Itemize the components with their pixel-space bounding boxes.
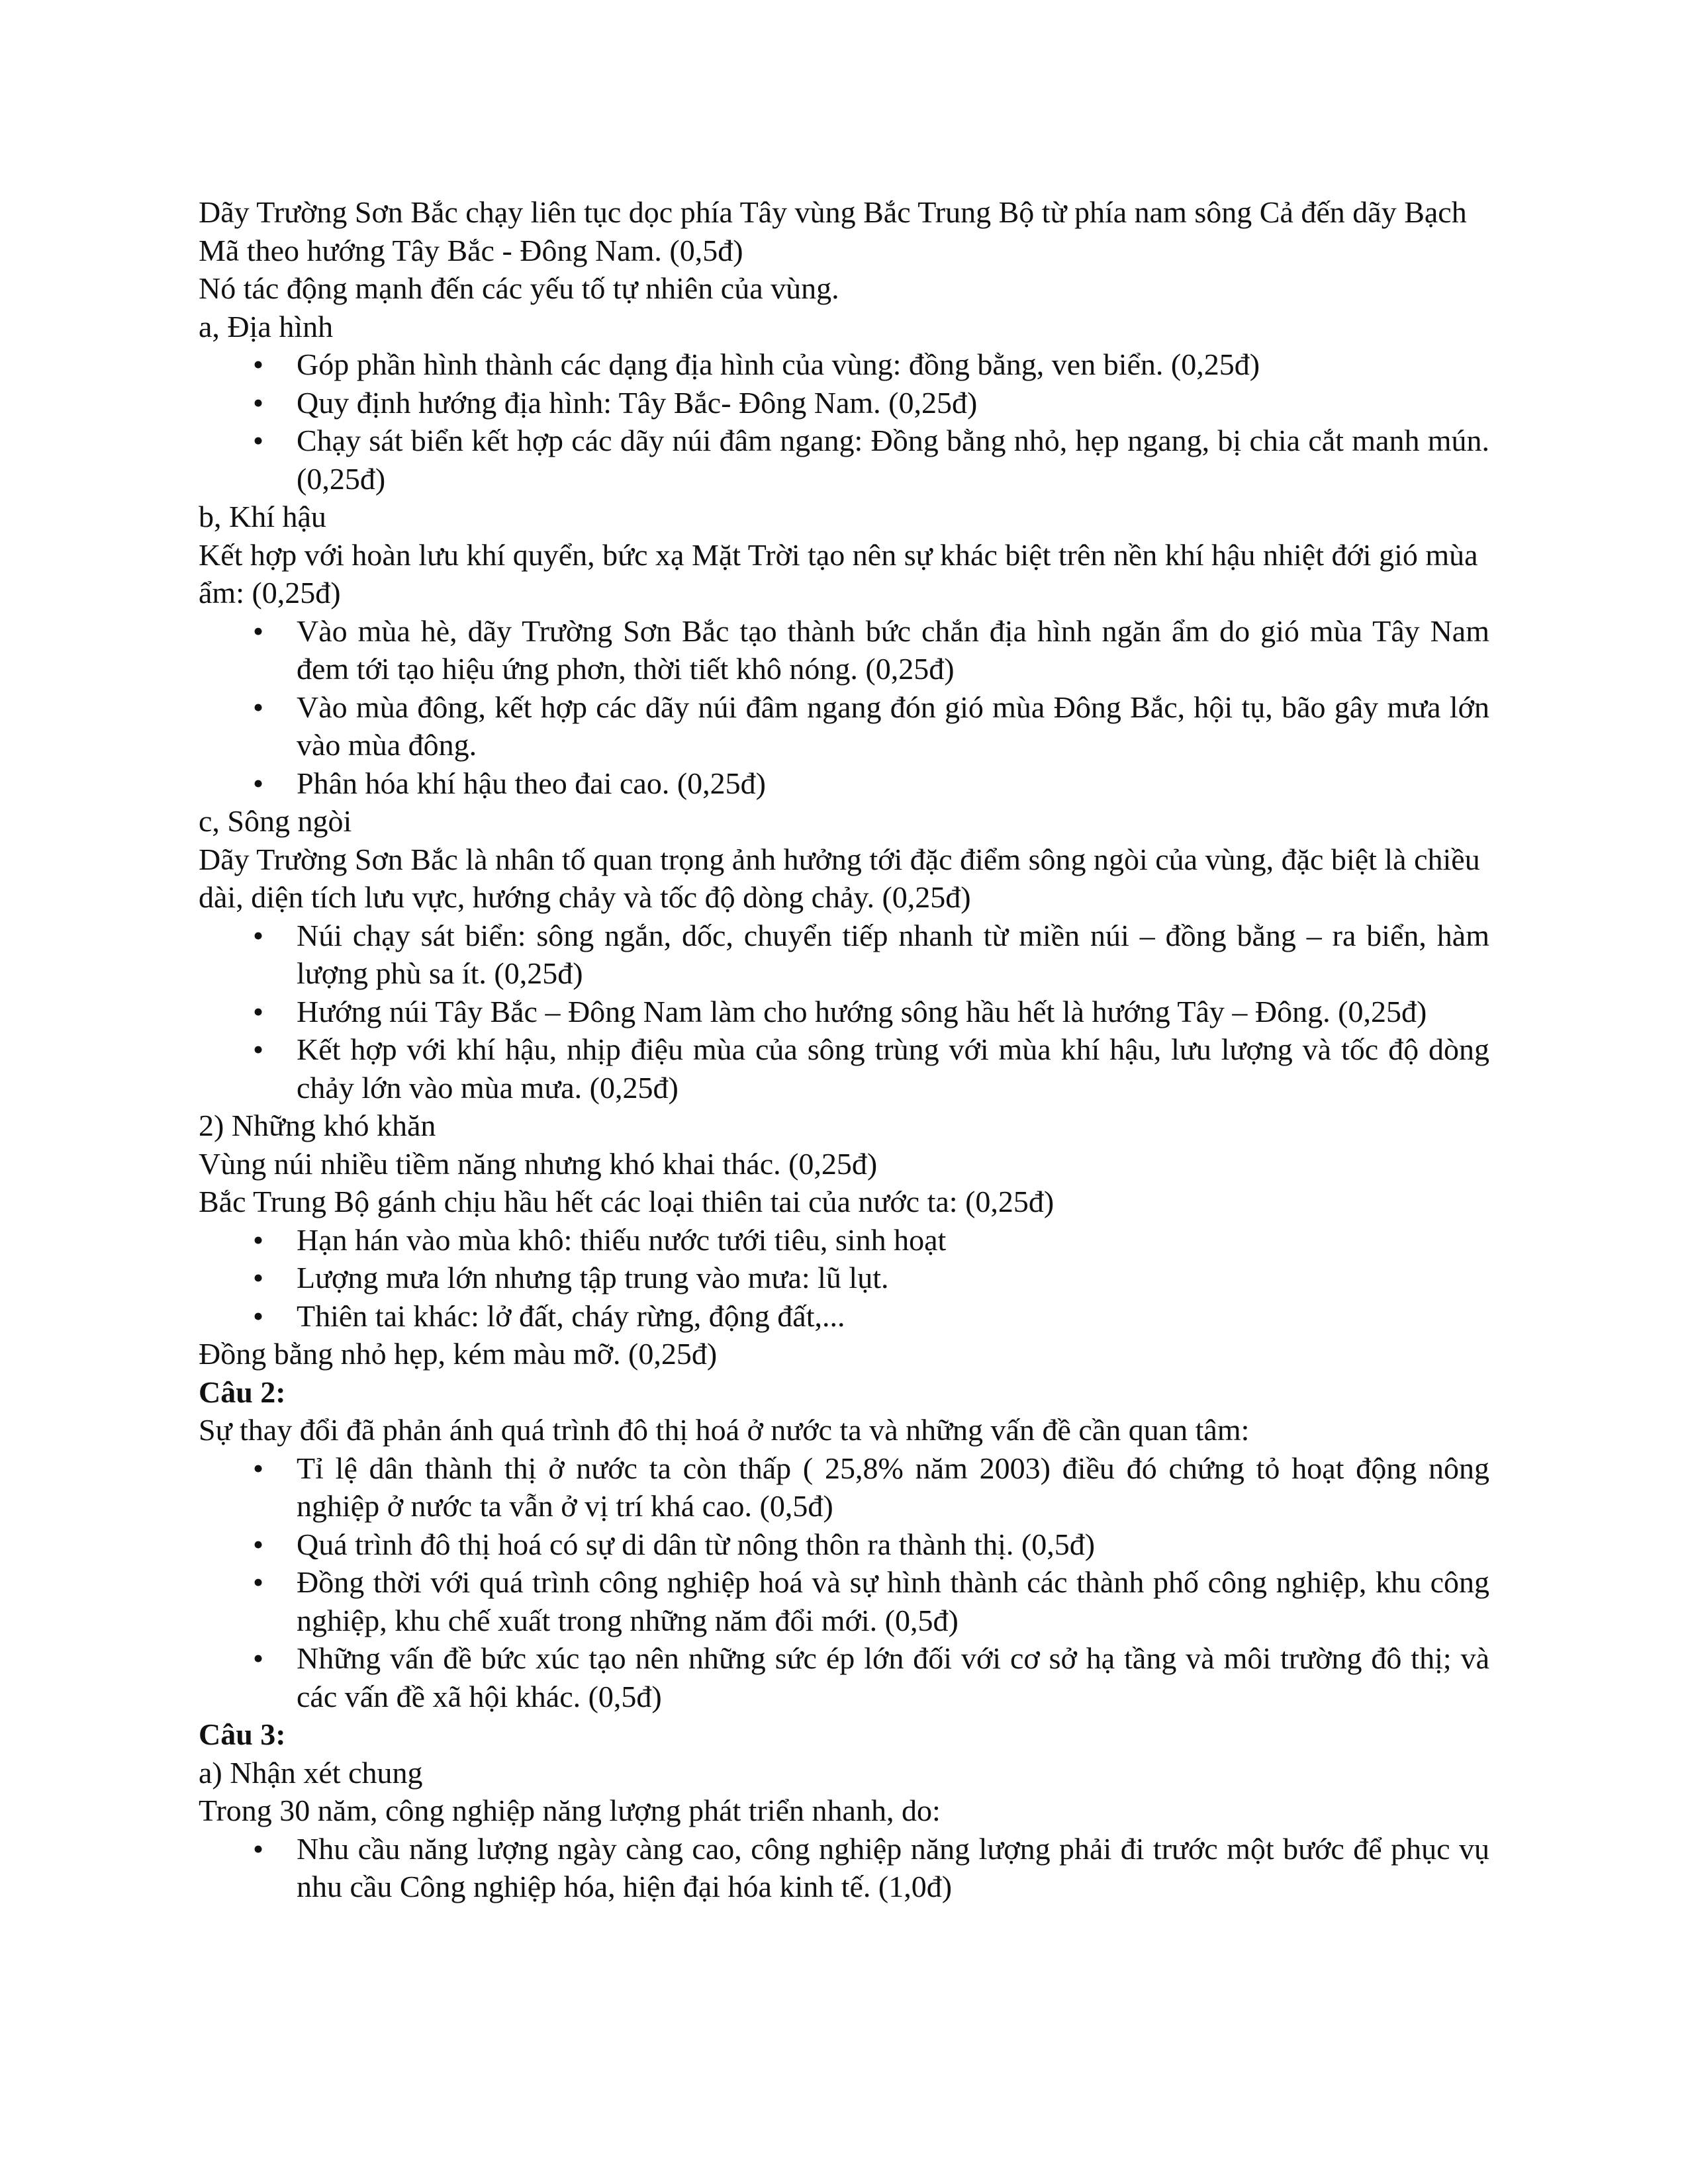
list-item xyxy=(199,764,1489,803)
list-item xyxy=(199,422,1489,498)
list-item xyxy=(199,384,1489,422)
list-item xyxy=(199,345,1489,384)
paragraph: Kết hợp với hoàn lưu khí quyển, bức xạ Mặt Trời tạo nên sự khác biệt trên nền khí hậu nhiệt đới gió mùa ẩm: (0,25đ) xyxy=(199,537,1478,610)
list-item-text: Quy định hướng địa hình: Tây Bắc- Đông Nam. (0,25đ) xyxy=(297,385,978,420)
list-item xyxy=(199,688,1489,764)
list-item-text: Tỉ lệ dân thành thị ở nước ta còn thấp ( 25,8% năm 2003) điều đó chứng tỏ hoạt động nông nghiệp ở nước ta vẫn ở vị trí khá cao. (0,5đ) xyxy=(297,1451,1489,1523)
list-item xyxy=(199,917,1489,993)
bullet-icon: • xyxy=(252,1451,264,1485)
paragraph: a, Địa hình xyxy=(199,309,334,343)
list-item-text: Hướng núi Tây Bắc – Đông Nam làm cho hướng sông hầu hết là hướng Tây – Đông. (0,25đ) xyxy=(297,994,1427,1028)
list-item xyxy=(199,993,1489,1031)
bullet-icon: • xyxy=(252,1298,264,1333)
paragraph: 2) Những khó khăn xyxy=(199,1109,436,1142)
bullet-icon: • xyxy=(252,1527,264,1561)
bullet-icon: • xyxy=(252,690,264,724)
bullet-list xyxy=(199,917,1489,1107)
bullet-icon: • xyxy=(252,1032,264,1066)
list-item xyxy=(199,1297,1489,1336)
bullet-icon: • xyxy=(252,614,264,648)
list-item xyxy=(199,1259,1489,1297)
list-item xyxy=(199,1030,1489,1107)
list-item xyxy=(199,1525,1489,1564)
paragraph: c, Sông ngòi xyxy=(199,804,352,838)
list-item-text: Phân hóa khí hậu theo đai cao. (0,25đ) xyxy=(297,766,766,800)
list-item xyxy=(199,1830,1489,1906)
paragraph: Nó tác động mạnh đến các yếu tố tự nhiên của vùng. xyxy=(199,271,839,305)
list-item xyxy=(199,1449,1489,1525)
bullet-list xyxy=(199,1221,1489,1336)
paragraph: Bắc Trung Bộ gánh chịu hầu hết các loại thiên tai của nước ta: (0,25đ) xyxy=(199,1185,1055,1218)
bullet-icon: • xyxy=(252,1831,264,1866)
bullet-icon: • xyxy=(252,994,264,1028)
paragraph: Sự thay đổi đã phản ánh quá trình đô thị hoá ở nước ta và những vấn đề cần quan tâm: xyxy=(199,1413,1250,1447)
list-item-text: Lượng mưa lớn nhưng tập trung vào mưa: lũ lụt. xyxy=(297,1261,889,1295)
paragraph: Dãy Trường Sơn Bắc chạy liên tục dọc phía Tây vùng Bắc Trung Bộ từ phía nam sông Cả đến dãy Bạch Mã theo hướng Tây Bắc - Đông Nam. (0,5đ) xyxy=(199,195,1467,267)
list-item-text: Vào mùa đông, kết hợp các dãy núi đâm ngang đón gió mùa Đông Bắc, hội tụ, bão gây mưa lớn vào mùa đông. xyxy=(297,690,1489,762)
section-heading: Câu 3: xyxy=(199,1717,286,1751)
list-item-text: Núi chạy sát biển: sông ngắn, dốc, chuyển tiếp nhanh từ miền núi – đồng bằng – ra biển, hàm lượng phù sa ít. (0,25đ) xyxy=(297,918,1489,990)
bullet-icon: • xyxy=(252,1222,264,1257)
paragraph: Đồng bằng nhỏ hẹp, kém màu mỡ. (0,25đ) xyxy=(199,1337,718,1371)
list-item xyxy=(199,612,1489,688)
paragraph: a) Nhận xét chung xyxy=(199,1755,423,1790)
bullet-list xyxy=(199,345,1489,498)
paragraph: b, Khí hậu xyxy=(199,500,326,533)
bullet-icon: • xyxy=(252,347,264,381)
list-item xyxy=(199,1221,1489,1259)
list-item xyxy=(199,1639,1489,1715)
paragraph: Dãy Trường Sơn Bắc là nhân tố quan trọng ảnh hưởng tới đặc điểm sông ngòi của vùng, đặc biệt là chiều dài, diện tích lưu vực, hướng chảy và tốc độ dòng chảy. (0,25đ) xyxy=(199,842,1480,914)
list-item-text: Thiên tai khác: lở đất, cháy rừng, động đất,... xyxy=(297,1298,845,1333)
bullet-icon: • xyxy=(252,766,264,800)
paragraph: Vùng núi nhiều tiềm năng nhưng khó khai thác. (0,25đ) xyxy=(199,1146,878,1181)
paragraph: Trong 30 năm, công nghiệp năng lượng phát triển nhanh, do: xyxy=(199,1794,941,1827)
list-item-text: Kết hợp với khí hậu, nhịp điệu mùa của sông trùng với mùa khí hậu, lưu lượng và tốc độ dòng chảy lớn vào mùa mưa. (0,25đ) xyxy=(297,1032,1489,1105)
bullet-icon: • xyxy=(252,385,264,420)
bullet-icon: • xyxy=(252,424,264,457)
list-item-text: Quá trình đô thị hoá có sự di dân từ nông thôn ra thành thị. (0,5đ) xyxy=(297,1527,1096,1561)
document-body xyxy=(199,193,1489,1906)
bullet-icon: • xyxy=(252,1261,264,1295)
list-item-text: Nhu cầu năng lượng ngày càng cao, công nghiệp năng lượng phải đi trước một bước để phục vụ nhu cầu Công nghiệp hóa, hiện đại hóa kinh tế. (1,0đ) xyxy=(297,1831,1489,1903)
list-item-text: Đồng thời với quá trình công nghiệp hoá và sự hình thành các thành phố công nghiệp, khu công nghiệp, khu chế xuất trong những năm đổi mới. (0,5đ) xyxy=(297,1565,1489,1637)
bullet-list xyxy=(199,612,1489,803)
bullet-icon: • xyxy=(252,1565,264,1599)
list-item-text: Những vấn đề bức xúc tạo nên những sức ép lớn đối với cơ sở hạ tầng và môi trường đô thị; và các vấn đề xã hội khác. (0,5đ) xyxy=(297,1641,1489,1713)
list-item-text: Chạy sát biển kết hợp các dãy núi đâm ngang: Đồng bằng nhỏ, hẹp ngang, bị chia cắt manh mún. (0,25đ) xyxy=(297,424,1489,496)
list-item-text: Góp phần hình thành các dạng địa hình của vùng: đồng bằng, ven biển. (0,25đ) xyxy=(297,347,1260,381)
bullet-icon: • xyxy=(252,1641,264,1675)
list-item-text: Hạn hán vào mùa khô: thiếu nước tưới tiêu, sinh hoạt xyxy=(297,1222,947,1257)
list-item-text: Vào mùa hè, dãy Trường Sơn Bắc tạo thành bức chắn địa hình ngăn ẩm do gió mùa Tây Nam đem tới tạo hiệu ứng phơn, thời tiết khô nóng. (0,25đ) xyxy=(297,614,1489,686)
section-heading: Câu 2: xyxy=(199,1375,286,1409)
bullet-list xyxy=(199,1449,1489,1716)
bullet-list xyxy=(199,1830,1489,1906)
list-item xyxy=(199,1563,1489,1639)
bullet-icon: • xyxy=(252,918,264,952)
